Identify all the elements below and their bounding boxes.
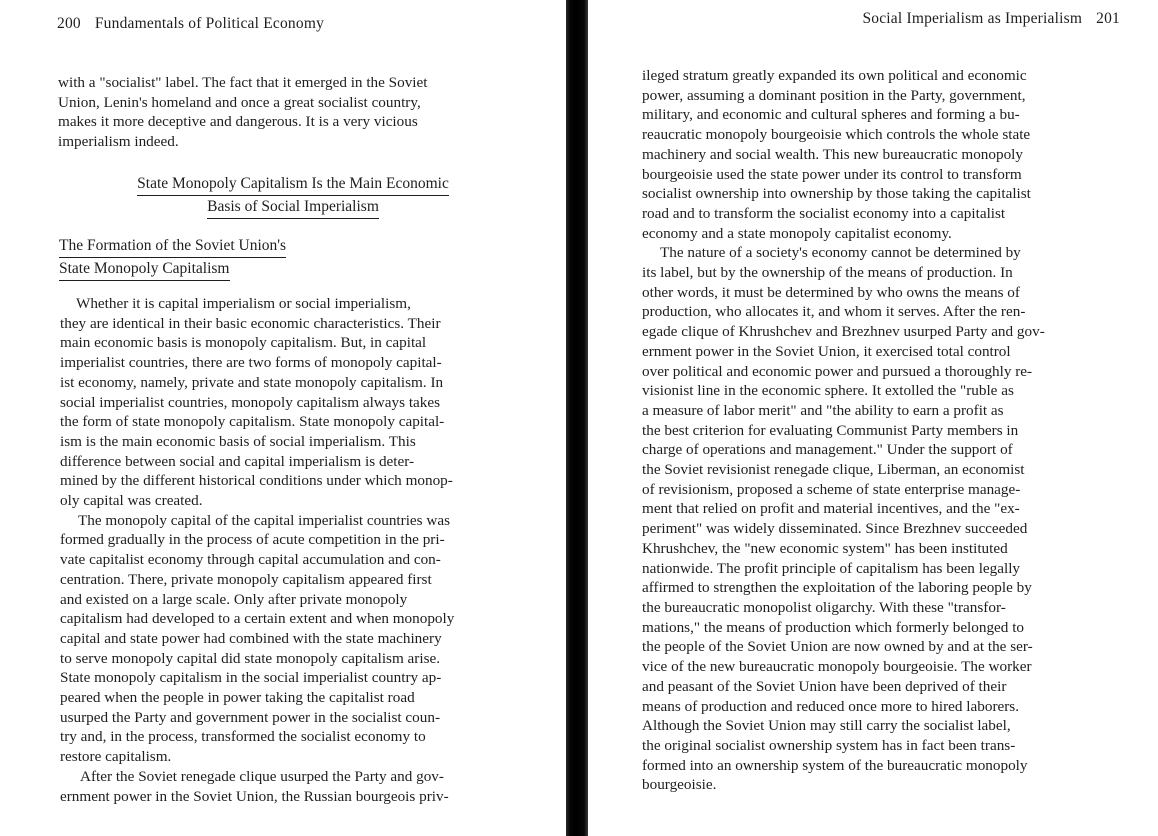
text-line: Although the Soviet Union may still carry the socialist label, — [642, 717, 1011, 735]
text-line: road and to transform the socialist economy into a capitalist — [642, 204, 1006, 222]
section-heading-line: Basis of Social Imperialism — [207, 196, 379, 219]
text-line: ernment power in the Soviet Union, the Russian bourgeois priv- — [60, 787, 449, 805]
text-line: vate capitalist economy through capital accumulation and con- — [60, 551, 441, 569]
text-line: the people of the Soviet Union are now owned by and at the ser- — [642, 638, 1033, 656]
text-line: egade clique of Khrushchev and Brezhnev usurped Party and gov- — [642, 323, 1045, 341]
text-line: affirmed to strengthen the exploitation of the laboring people by — [642, 579, 1032, 597]
text-line: and existed on a large scale. Only after private monopoly — [60, 590, 408, 608]
text-line: reaucratic monopoly bourgeoisie which controls the whole state — [642, 126, 1031, 144]
text-line: bourgeoisie used the state power under its control to transform — [642, 165, 1022, 183]
text-line: the bureaucratic monopolist oligarchy. With these "transfor- — [642, 598, 1006, 616]
running-title-right: Social Imperialism as Imperialism — [862, 10, 1083, 27]
text-line: ism is the main economic basis of social imperialism. This — [60, 432, 416, 450]
text-line: its label, but by the ownership of the means of production. In — [642, 264, 1013, 282]
text-line: The monopoly capital of the capital imperialist countries was — [78, 511, 450, 529]
text-line: power, assuming a dominant position in the Party, government, — [642, 86, 1026, 104]
text-line: ist economy, namely, private and state monopoly capitalism. In — [60, 373, 444, 391]
paragraph-1-left — [60, 294, 545, 806]
text-line: socialist ownership into ownership by those taking the capitalist — [642, 185, 1031, 203]
subsection-heading-line: The Formation of the Soviet Union's — [59, 235, 286, 258]
text-line: usurped the Party and government power in the socialist coun- — [60, 708, 441, 726]
text-line: charge of operations and management." Under the support of — [642, 441, 1013, 459]
text-line: the original socialist ownership system has in fact been trans- — [642, 736, 1016, 754]
text-line: imperialism indeed. — [58, 133, 179, 151]
text-line: Union, Lenin's homeland and once a great socialist country, — [58, 93, 421, 111]
text-line: bourgeoisie. — [642, 776, 717, 794]
text-line: restore capitalism. — [60, 748, 172, 766]
text-line: imperialist countries, there are two forms of monopoly capital- — [60, 354, 442, 372]
text-line: Whether it is capital imperialism or social imperialism, — [76, 295, 411, 312]
text-line: other words, it must be determined by who owns the means of — [642, 283, 1020, 301]
paragraph-1-right — [642, 66, 1124, 795]
section-heading-line: State Monopoly Capitalism Is the Main Economic — [137, 173, 449, 196]
text-line: nationwide. The profit principle of capitalism has been legally — [642, 559, 1021, 577]
running-head-left — [57, 15, 324, 33]
text-line: the best criterion for evaluating Communist Party members in — [642, 421, 1019, 439]
text-line: State monopoly capitalism in the social imperialist country ap- — [60, 669, 442, 687]
text-line: the Soviet revisionist renegade clique, Liberman, an economist — [642, 461, 1025, 479]
text-line: ileged stratum greatly expanded its own political and economic — [642, 67, 1027, 84]
text-line: centration. There, private monopoly capitalism appeared first — [60, 570, 432, 588]
text-line: to serve monopoly capital did state monopoly capitalism arise. — [60, 649, 441, 667]
text-line: peared when the people in power taking the capitalist road — [60, 689, 415, 707]
text-line: and peasant of the Soviet Union have been deprived of their — [642, 677, 1007, 695]
subsection-heading-line: State Monopoly Capitalism — [59, 258, 230, 281]
text-line: oly capital was created. — [60, 492, 203, 510]
subsection-heading — [59, 235, 286, 281]
text-line: machinery and social wealth. This new bureaucratic monopoly — [642, 145, 1023, 163]
book-spine-gutter — [566, 0, 588, 836]
text-line: makes it more deceptive and dangerous. It is a very vicious — [58, 113, 418, 131]
text-line: ernment power in the Soviet Union, it exercised total control — [642, 342, 1011, 360]
text-line: visionist line in the economic sphere. It extolled the "ruble as — [642, 382, 1014, 400]
text-line: of revisionism, proposed a scheme of state enterprise manage- — [642, 480, 1021, 498]
text-line: means of production and reduced once more to hired laborers. — [642, 697, 1020, 715]
text-line: The nature of a society's economy cannot be determined by — [660, 244, 1021, 262]
text-line: a measure of labor merit" and "the ability to earn a profit as — [642, 401, 1004, 419]
text-line: difference between social and capital imperialism is deter- — [60, 452, 415, 470]
text-line: capital and state power had combined with the state machinery — [60, 629, 442, 647]
text-line: periment" was widely disseminated. Since Brezhnev succeeded — [642, 520, 1028, 538]
running-head-right — [862, 10, 1120, 28]
text-line: mined by the different historical conditions under which monop- — [60, 472, 453, 490]
text-line: After the Soviet renegade clique usurped the Party and gov- — [80, 767, 444, 785]
text-line: social imperialist countries, monopoly capitalism always takes — [60, 393, 441, 411]
section-heading — [60, 173, 526, 219]
text-line: Khrushchev, the "new economic system" has been instituted — [642, 539, 1008, 557]
text-line: vice of the new bureaucratic monopoly bourgeoisie. The worker — [642, 658, 1032, 676]
running-title-left: Fundamentals of Political Economy — [94, 15, 325, 32]
text-line: formed gradually in the process of acute competition in the pri- — [60, 531, 445, 549]
text-line: with a "socialist" label. The fact that it emerged in the Soviet — [58, 74, 428, 91]
text-line: economy and a state monopoly capitalist economy. — [642, 224, 952, 242]
text-line: formed into an ownership system of the bureaucratic monopoly — [642, 756, 1028, 774]
page-number-right: 201 — [1096, 10, 1120, 27]
text-line: try and, in the process, transformed the socialist economy to — [60, 728, 426, 746]
text-line: capitalism had developed to a certain extent and when monopoly — [60, 610, 455, 628]
text-line: they are identical in their basic economic characteristics. Their — [60, 314, 441, 332]
text-line: military, and economic and cultural spheres and forming a bu- — [642, 106, 1020, 124]
text-line: the form of state monopoly capitalism. State monopoly capital- — [60, 413, 445, 431]
text-line: ment that relied on profit and material incentives, and the "ex- — [642, 500, 1020, 518]
text-line: over political and economic power and pursued a thoroughly re- — [642, 362, 1033, 380]
text-line: mations," the means of production which formerly belonged to — [642, 618, 1025, 636]
text-line: production, who allocates it, and whom it serves. After the ren- — [642, 303, 1026, 321]
left-page — [0, 0, 566, 836]
right-page — [588, 0, 1158, 836]
page-number-left: 200 — [57, 15, 81, 32]
opening-paragraph — [58, 73, 523, 152]
text-line: main economic basis is monopoly capitalism. But, in capital — [60, 334, 427, 352]
